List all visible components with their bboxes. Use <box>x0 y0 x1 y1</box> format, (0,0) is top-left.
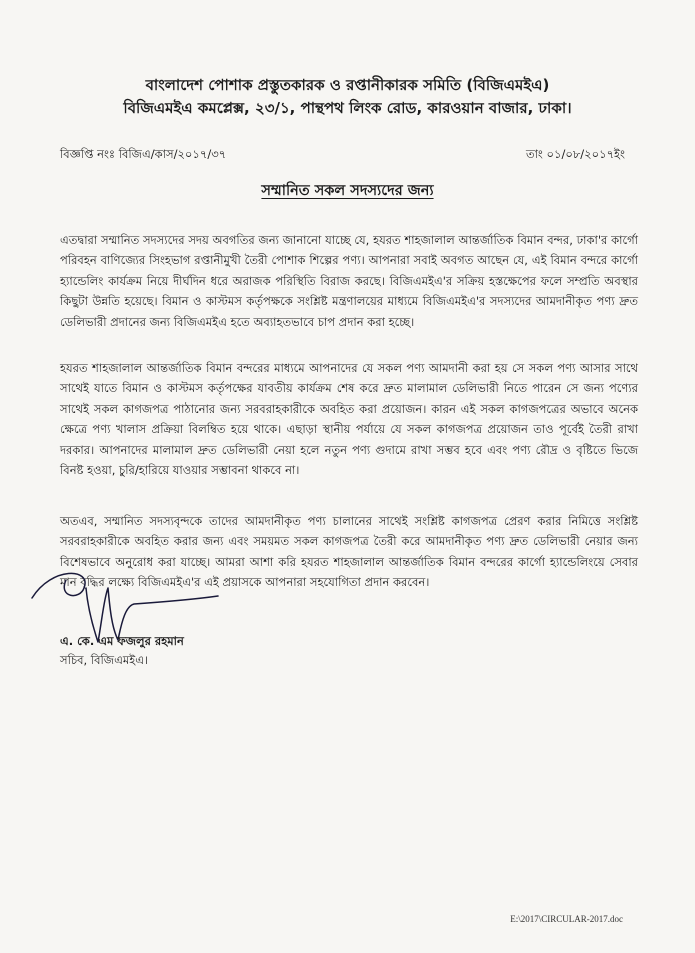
notice-number: বিজ্ঞপ্তি নংঃ বিজিএ/কাস/২০১৭/৩৭ <box>60 147 227 161</box>
reference-line <box>60 146 625 165</box>
notice-date: তাং ০১/০৮/২০১৭ইং <box>525 147 625 161</box>
organization-address: বিজিএমইএ কমপ্লেক্স, ২৩/১, পান্থপথ লিংক রোড, কারওয়ান বাজার, ঢাকা। <box>123 99 572 117</box>
body-paragraph-3: অতএব, সম্মানিত সদস্যবৃন্দকে তাদের আমদানীকৃত পণ্য চালানের সাথেই সংশ্লিষ্ট কাগজপত্র প্রেরণ করার নিমিত্তে সংশ্লিষ্ট সরবরাহকারীকে অবহিত করার জন্য এবং সময়মত সকল কাগজপত্র তৈরী করে আমদানীকৃত পণ্য দ্রুত ডেলিভারী নেয়ার জন্য বিশেষভাবে অনুরোধ করা যাচ্ছে। আমরা আশা করি হযরত শাহজালাল আন্তর্জাতিক বিমান বন্দরের কার্গো হ্যান্ডেলিংয়ে সেবার মান বৃদ্ধির লক্ষ্যে বিজিএমইএ'র এই প্রয়াসকে আপনারা সহযোগিতা প্রদান করবেন। <box>60 514 638 590</box>
body-paragraph-1: এতদ্বারা সম্মানিত সদস্যদের সদয় অবগতির জন্য জানানো যাচ্ছে যে, হযরত শাহজালাল আন্তর্জাতিক বিমান বন্দর, ঢাকা'র কার্গো পরিবহন বাণিজ্যের সিংহভাগ রপ্তানীমুখী তৈরী পোশাক শিল্পের পণ্য। আপনারা সবাই অবগত আছেন যে, এই বিমান বন্দরে কার্গো হ্যান্ডেলিং কার্যক্রম নিয়ে দীর্ঘদিন ধরে অরাজক পরিস্থিতি বিরাজ করছে। বিজিএমইএ'র সক্রিয় হস্তক্ষেপের ফলে সম্প্রতি অবস্থার কিছুটা উন্নতি হয়েছে। বিমান ও কাস্টমস কর্তৃপক্ষকে সংশ্লিষ্ট মন্ত্রণালয়ের মাধ্যমে বিজিএমইএ'র সদস্যদের আমদানীকৃত পণ্য দ্রুত ডেলিভারী প্রদানের জন্য বিজিএমইএ হতে অব্যাহতভাবে চাপ প্রদান করা হচ্ছে। <box>60 233 638 329</box>
signatory-title: সচিব, বিজিএমইএ। <box>60 653 149 667</box>
letterhead <box>0 74 695 120</box>
signatory-block <box>60 632 184 670</box>
body-paragraph-2: হযরত শাহজালাল আন্তর্জাতিক বিমান বন্দরের মাধ্যমে আপনাদের যে সকল পণ্য আমদানী করা হয় সে সকল পণ্য আসার সাথে সাথেই যাতে বিমান ও কাস্টমস কর্তৃপক্ষের যাবতীয় কার্যক্রম শেষ করে দ্রুত মালামাল ডেলিভারী নিতে পারেন সে জন্য পণ্যের সাথেই সকল কাগজপত্র পাঠানোর জন্য সরবরাহকারীকে অবহিত করা প্রয়োজন। কারন এই সকল কাগজপত্রের অভাবে অনেক ক্ষেত্রে পণ্য খালাস প্রক্রিয়া বিলম্বিত হয়ে থাকে। এছাড়া স্থানীয় পর্যায়ে যে সকল কাগজপত্র প্রয়োজন তাও পূর্বেই তৈরী রাখা দরকার। আপনাদের মালামাল দ্রুত ডেলিভারী নেয়া হলে নতুন পণ্য গুদামে রাখা সম্ভব হবে এবং পণ্য রৌদ্র ও বৃষ্টিতে ভিজে বিনষ্ট হওয়া, চুরি/হারিয়ে যাওয়ার সম্ভাবনা থাকবে না। <box>60 361 638 478</box>
subject-heading <box>0 180 695 204</box>
file-path-footer: E:\2017\CIRCULAR-2017.doc <box>510 914 623 924</box>
organization-name: বাংলাদেশ পোশাক প্রস্তুতকারক ও রপ্তানীকারক সমিতি (বিজিএমইএ) <box>145 76 550 94</box>
signatory-name: এ. কে. এম ফজলুর রহমান <box>60 634 184 648</box>
subject-text: সম্মানিত সকল সদস্যদের জন্য <box>261 183 434 199</box>
